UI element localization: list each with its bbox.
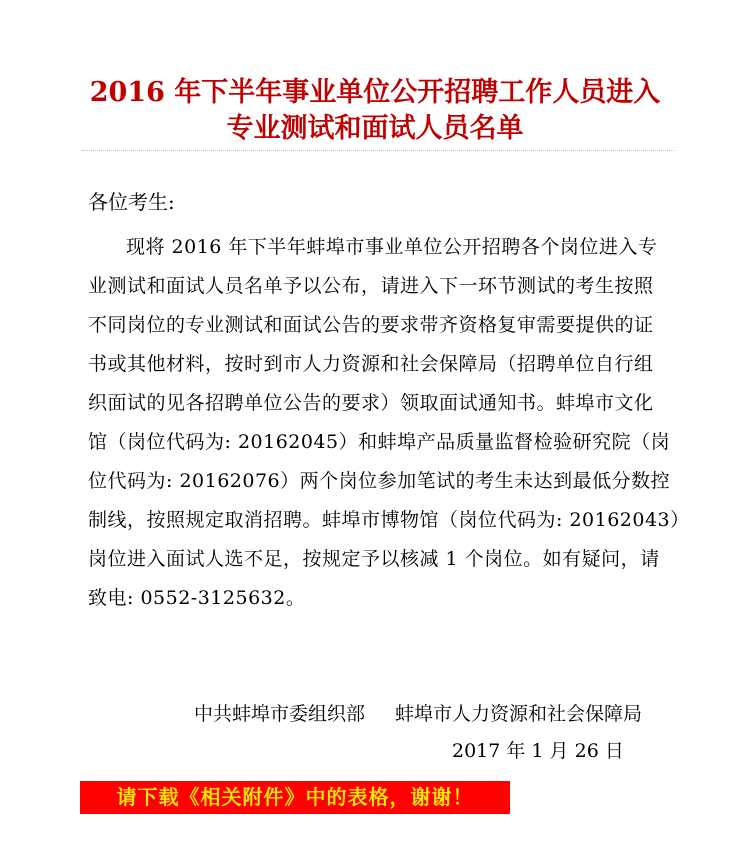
body-line: 书或其他材料，按时到市人力资源和社会保障局（招聘单位自行组	[88, 353, 654, 375]
body-line: 织面试的见各招聘单位公告的要求）领取面试通知书。蚌埠市文化	[88, 392, 654, 414]
body-line: 致电: 0552-3125632。	[88, 587, 306, 609]
signatories	[194, 700, 642, 728]
document-title-line-1: 2016 年下半年事业单位公开招聘工作人员进入	[89, 77, 661, 108]
download-attachment-banner[interactable]: 请下载《相关附件》中的表格，谢谢！	[80, 781, 510, 814]
document-date: 2017 年 1 月 26 日	[452, 740, 624, 762]
body-line: 不同岗位的专业测试和面试公告的要求带齐资格复审需要提供的证	[88, 314, 654, 336]
body-line: 馆（岗位代码为: 20162045）和蚌埠产品质量监督检验研究院（岗	[88, 431, 671, 453]
greeting: 各位考生:	[88, 190, 175, 214]
signatory-hr-bureau: 蚌埠市人力资源和社会保障局	[395, 703, 643, 725]
body-line: 现将 2016 年下半年蚌埠市事业单位公开招聘各个岗位进入专	[126, 236, 658, 258]
body-line: 位代码为: 20162076）两个岗位参加笔试的考生未达到最低分数控	[88, 470, 671, 492]
signatory-organization-department: 中共蚌埠市委组织部	[194, 703, 366, 725]
title-divider	[82, 150, 674, 151]
document-title-line-2: 专业测试和面试人员名单	[226, 113, 524, 144]
body-line: 业测试和面试人员名单予以公布，请进入下一环节测试的考生按照	[88, 275, 654, 297]
body-line: 制线，按照规定取消招聘。蚌埠市博物馆（岗位代码为: 20162043）	[88, 509, 690, 531]
body-line: 岗位进入面试人选不足，按规定予以核减 1 个岗位。如有疑问，请	[88, 548, 660, 570]
body-paragraph	[88, 228, 688, 618]
